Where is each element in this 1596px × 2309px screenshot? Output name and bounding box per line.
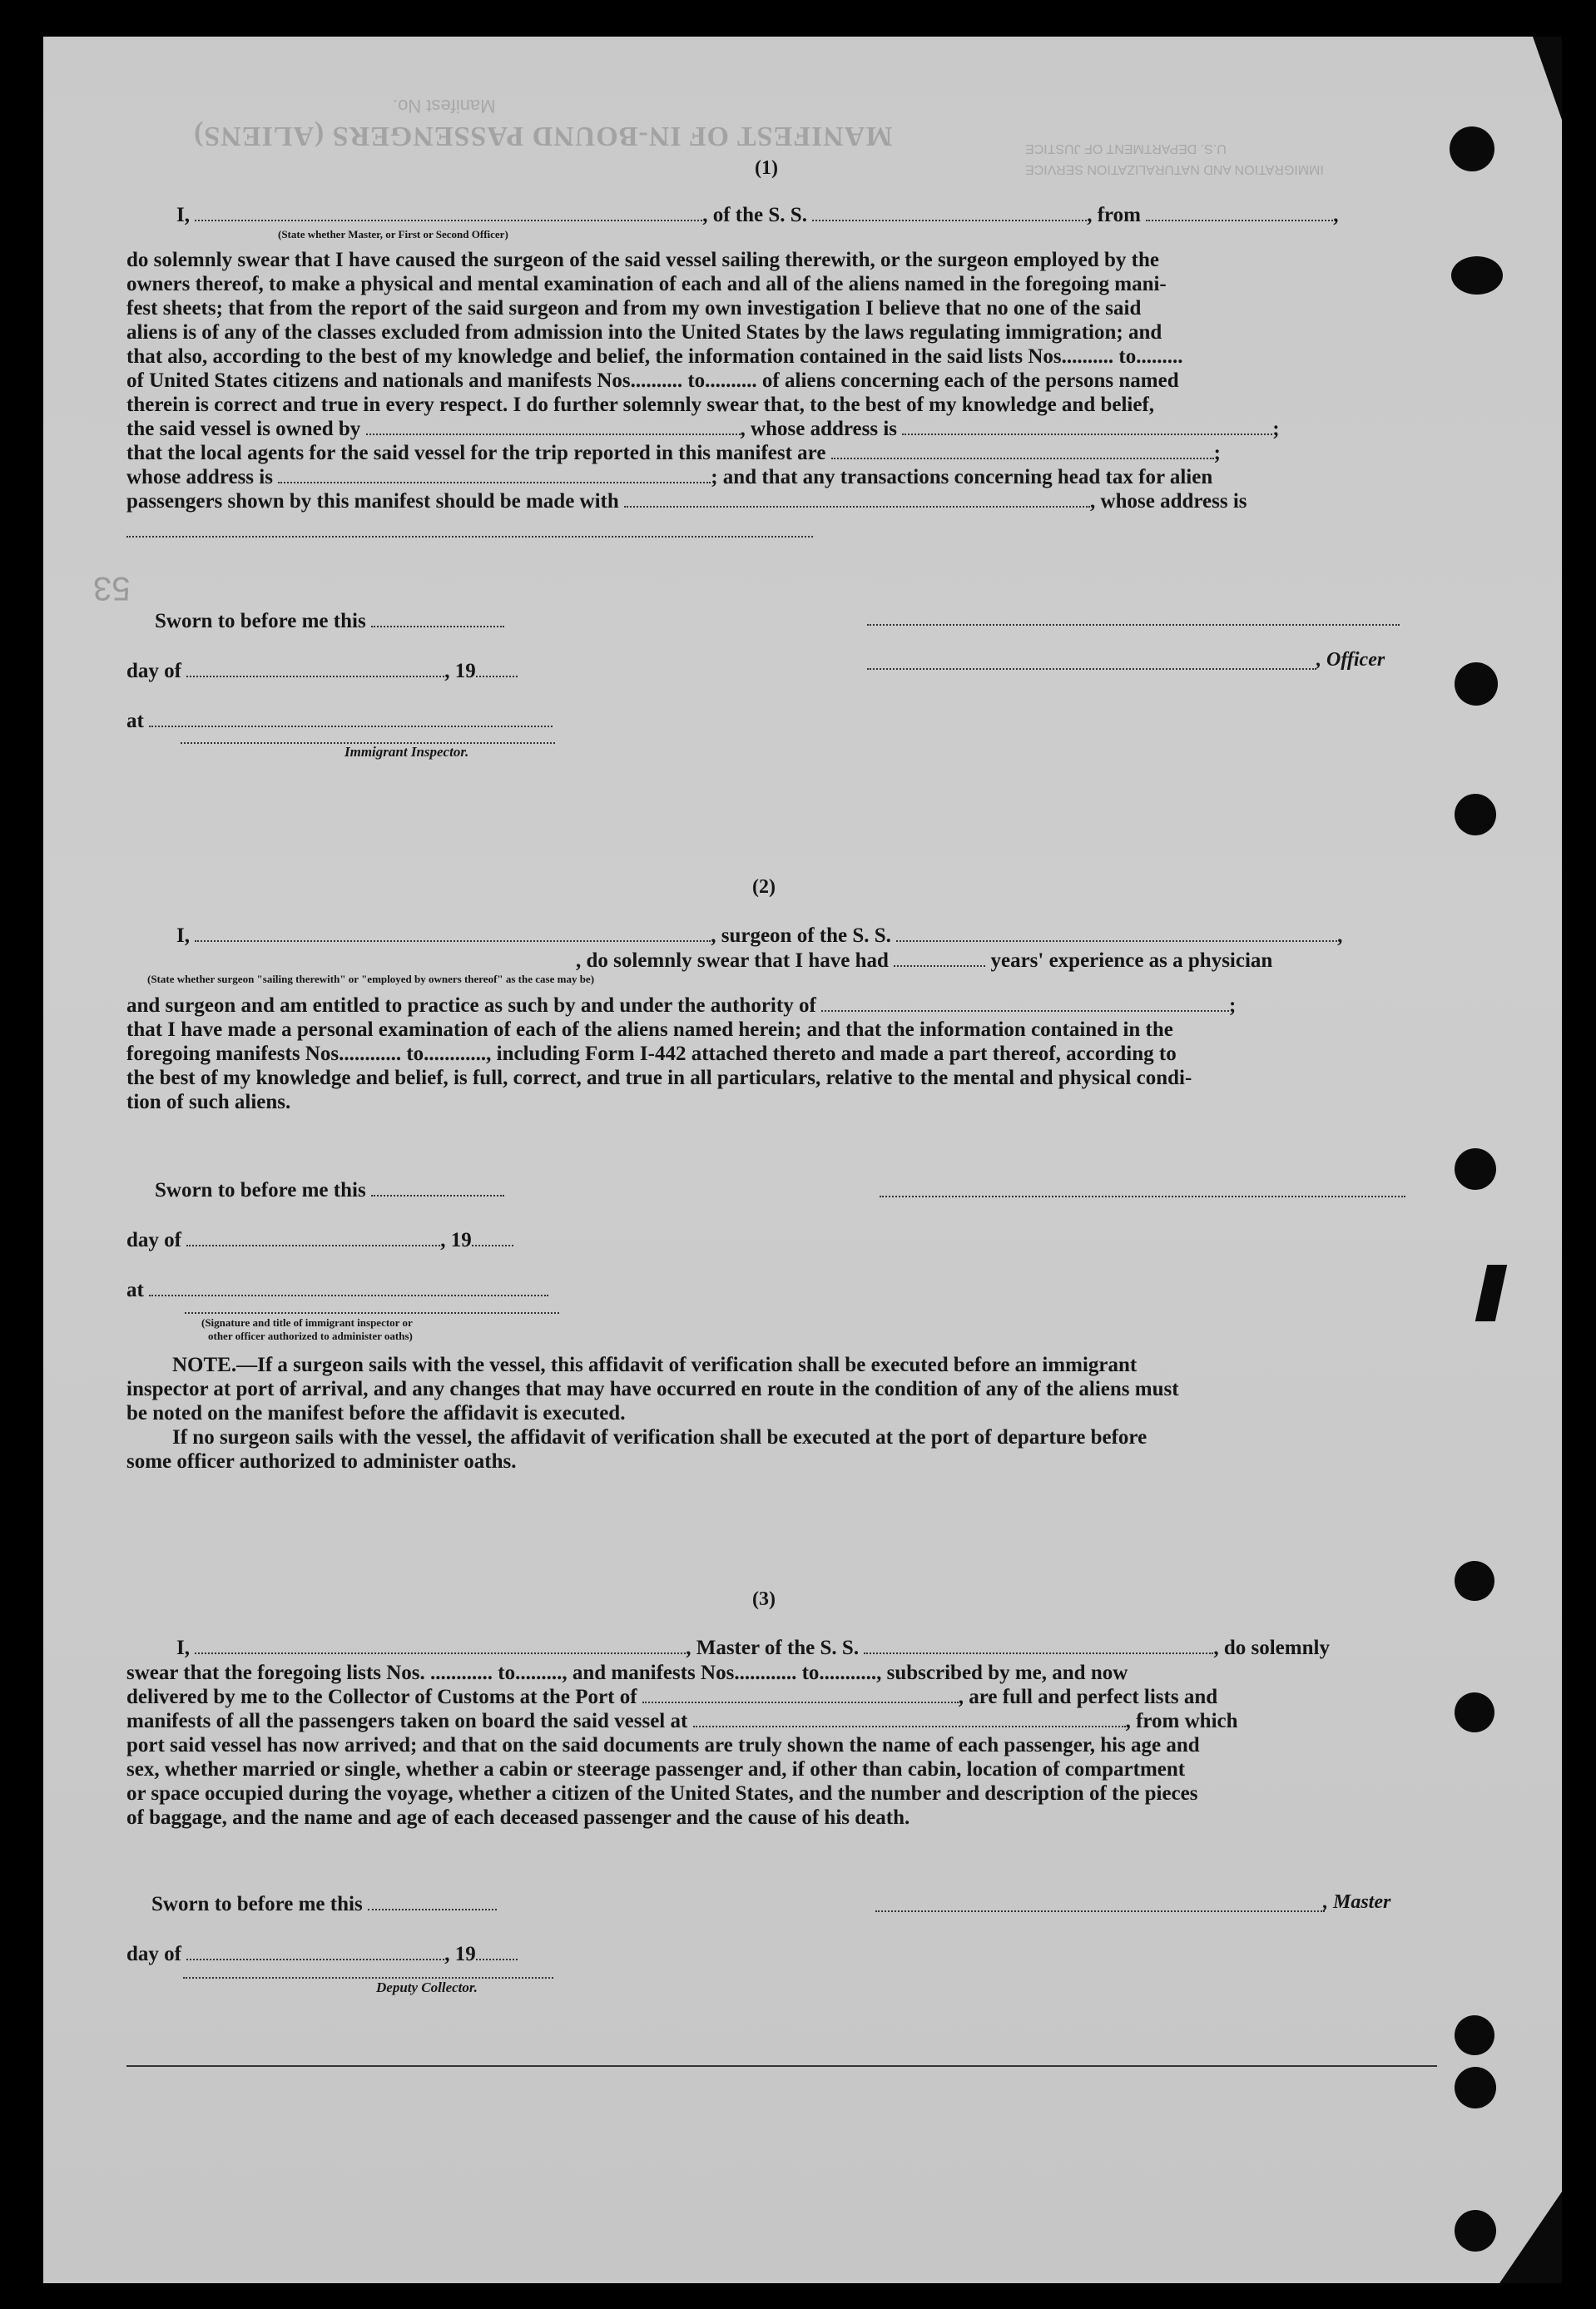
s3-line4 [126, 1709, 1456, 1733]
s1-day-label: day of [126, 660, 181, 682]
s2-swear-label: , do solemnly swear that I have had [576, 949, 889, 972]
s2-note-title: NOTE. [172, 1354, 237, 1376]
s1-vessel-field[interactable] [812, 208, 1087, 221]
s1-para-line: owners thereof, to make a physical and mental examination of each and all of the aliens named in the foregoing mani- [126, 273, 1167, 295]
s3-master-sig-line[interactable] [875, 1910, 1325, 1912]
s1-passengers-label: passengers shown by this manifest should be made with [126, 490, 619, 513]
bleed-top-right-2: IMMIGRATION AND NATURALIZATION SERVICE [1025, 162, 1324, 176]
s2-surgeon-of-label: , surgeon of the S. S. [711, 924, 891, 947]
s2-i-label: I, [176, 924, 190, 947]
s2-day-label: day of [126, 1229, 181, 1251]
s2-para-line: the best of my knowledge and belief, is full, correct, and true in all particulars, relative to the mental and physical condi- [126, 1067, 1192, 1089]
s2-inspector-sig-line[interactable] [185, 1312, 559, 1314]
s2-vessel-field[interactable] [896, 929, 1337, 942]
s2-note: (State whether surgeon "sailing therewith" or "employed by owners thereof" as the case may be) [147, 973, 595, 985]
s1-officer-label: , Officer [1316, 649, 1385, 671]
bleed-side-number: 53 [93, 570, 131, 607]
s3-port-label: delivered by me to the Collector of Customs at the Port of [126, 1686, 637, 1708]
s1-owner-address-label: , whose address is [740, 418, 898, 440]
s1-address2-label: whose address is [126, 466, 273, 488]
s1-inspector-label: Immigrant Inspector. [344, 744, 469, 760]
punch-hole [1455, 2210, 1496, 2252]
s3-line2: swear that the foregoing lists Nos. ............ to........., and manifests Nos............ to..........., subscribed by me, and now [126, 1662, 1128, 1684]
s3-do-solemnly-label: , do solemnly [1213, 1637, 1330, 1659]
s1-address3-field[interactable] [126, 536, 813, 538]
s1-address2-line [126, 465, 1456, 489]
s3-line3 [126, 1685, 1456, 1709]
s2-at-label: at [126, 1279, 144, 1301]
s2-sig-note-1: (Signature and title of immigrant inspector or [201, 1316, 413, 1329]
s1-at-line [126, 709, 553, 733]
s3-from-which-label: , from which [1125, 1710, 1238, 1732]
s2-paragraph [126, 993, 1456, 1114]
s3-vessel-field[interactable] [864, 1641, 1213, 1654]
s3-day-line [126, 1942, 518, 1966]
bleed-heading: MANIFEST OF IN-BOUND PASSENGERS (ALIENS) [193, 121, 893, 151]
s1-para-line: aliens is of any of the classes excluded from admission into the United States by the laws regulating immigration; and [126, 321, 1162, 344]
s1-agents-label: that the local agents for the said vessel for the trip reported in this manifest are [126, 442, 826, 464]
s1-officer-sig-line-1[interactable] [867, 624, 1400, 626]
s2-para-line: tion of such aliens. [126, 1091, 291, 1113]
s3-port-field[interactable] [642, 1690, 959, 1703]
s2-surgeon-name-field[interactable] [195, 929, 711, 942]
s2-sig-note-2: other officer authorized to administer oaths) [208, 1330, 413, 1342]
section2-number: (2) [752, 876, 776, 898]
s3-master-label: , Master [1323, 1891, 1391, 1913]
s3-collector-sig-line[interactable] [183, 1977, 553, 1979]
s1-year-label: , 19 [444, 660, 476, 682]
s1-owner-field[interactable] [366, 422, 741, 435]
s2-at-line [126, 1278, 548, 1302]
s2-line2 [576, 949, 1272, 973]
s2-day-line [126, 1228, 513, 1252]
s2-authority-field[interactable] [821, 998, 1229, 1012]
s1-day-field[interactable] [186, 664, 444, 677]
bleed-manifest-no: Manifest No. [393, 96, 496, 116]
s3-sworn-label: Sworn to before me this [151, 1893, 363, 1915]
s3-line1 [176, 1636, 1458, 1660]
s1-agents-line: that the local agents for the said vessel for the trip reported in this manifest are ; [126, 442, 1221, 464]
s1-owned-label: the said vessel is owned by [126, 418, 361, 440]
s1-para-line: do solemnly swear that I have caused the surgeon of the said vessel sailing therewith, or the surgeon employed by the [126, 249, 1159, 271]
s3-year-field[interactable] [476, 1947, 518, 1960]
s3-taken-field[interactable] [693, 1714, 1126, 1727]
edge-tear [1475, 1265, 1507, 1321]
s1-of-ss-label: , of the S. S. [702, 204, 807, 226]
s1-headtax-field[interactable] [624, 494, 1090, 508]
s3-day-field[interactable] [186, 1947, 444, 1960]
punch-hole [1455, 2067, 1496, 2108]
s3-para-line: port said vessel has now arrived; and that on the said documents are truly shown the name of each passenger, his age and [126, 1734, 1200, 1757]
s1-at-field[interactable] [149, 714, 553, 727]
s1-owner-address-field[interactable] [902, 422, 1272, 435]
s3-collector-label: Deputy Collector. [376, 1979, 478, 1995]
s2-note2-line: some officer authorized to administer oaths. [126, 1450, 517, 1473]
s2-day-field[interactable] [186, 1233, 440, 1246]
s1-line1-note: (State whether Master, or First or Second Officer) [278, 228, 508, 240]
s3-para-line: sex, whether married or single, whether a cabin or steerage passenger and, if other than cabin, location of compartment [126, 1758, 1186, 1781]
s1-from-field[interactable] [1146, 208, 1333, 221]
s1-agents-field[interactable] [831, 446, 1214, 459]
s2-note-block [126, 1353, 1456, 1474]
s1-paragraph [126, 248, 1456, 513]
s2-year-field[interactable] [472, 1233, 513, 1246]
bottom-rule [126, 2065, 1437, 2067]
s3-sworn-field[interactable] [368, 1897, 497, 1910]
s1-at-label: at [126, 710, 144, 732]
s1-owned-line: the said vessel is owned by , whose address is ; [126, 418, 1280, 440]
punch-hole [1455, 662, 1498, 706]
s2-note-line-1 [126, 1353, 1456, 1377]
s1-sworn-field[interactable] [371, 614, 504, 627]
punch-hole [1450, 126, 1494, 171]
punch-hole [1455, 794, 1496, 835]
s1-line1: I, , of the S. S. , from , [176, 204, 1339, 226]
s3-taken-label: manifests of all the passengers taken on board the said vessel at [126, 1710, 688, 1732]
s1-para-line: therein is correct and true in every respect. I do further solemnly swear that, to the best of my knowledge and belief, [126, 394, 1155, 416]
s1-para-line: that also, according to the best of my knowledge and belief, the information contained in the said lists Nos.......... to......... [126, 345, 1183, 368]
section1-number: (1) [755, 157, 778, 179]
s1-from-label: , from [1087, 204, 1141, 226]
s3-para-line: of baggage, and the name and age of each deceased passenger and the cause of his death. [126, 1806, 910, 1829]
s1-agents-address-field[interactable] [278, 470, 711, 483]
s3-i-label: I, [176, 1637, 190, 1659]
s2-note-line: inspector at port of arrival, and any changes that may have occurred en route in the condition of any of the aliens must [126, 1378, 1179, 1400]
punch-hole [1455, 1148, 1496, 1190]
s1-address3-label: , whose address is [1090, 490, 1247, 513]
s2-line1: I, , surgeon of the S. S. , [176, 924, 1343, 947]
s2-at-field[interactable] [149, 1283, 548, 1296]
s2-note-text-0: —If a surgeon sails with the vessel, this affidavit of verification shall be executed before an immigrant [236, 1354, 1138, 1376]
s2-year-label: , 19 [440, 1229, 472, 1251]
s1-passengers-line [126, 489, 1456, 513]
s1-officer-sig-line-2[interactable] [867, 668, 1316, 670]
s2-para-line: foregoing manifests Nos............ to............, including Form I-442 attached thereto and made a part thereof, according to [126, 1043, 1177, 1065]
punch-hole [1455, 2015, 1494, 2055]
s2-years-label: years' experience as a physician [990, 949, 1273, 972]
section3-number: (3) [752, 1588, 776, 1610]
s3-para-line: or space occupied during the voyage, whether a citizen of the United States, and the number and description of the pieces [126, 1782, 1198, 1805]
s2-para-line: that I have made a personal examination of each of the aliens named herein; and that the information contained in the [126, 1018, 1173, 1041]
s3-sworn-line [151, 1892, 497, 1916]
s1-year-field[interactable] [476, 664, 518, 677]
s1-transactions-text: ; and that any transactions concerning head tax for alien [711, 466, 1213, 488]
s2-authority-line: and surgeon and am entitled to practice as such by and under the authority of ; [126, 994, 1237, 1017]
punch-hole [1455, 1692, 1494, 1732]
s2-note2-line: If no surgeon sails with the vessel, the affidavit of verification shall be executed at the port of departure before [172, 1426, 1147, 1449]
s3-master-of-label: , Master of the S. S. [686, 1637, 860, 1659]
edge-tear [1499, 2192, 1562, 2283]
s1-para-line: fest sheets; that from the report of the said surgeon and from my own investigation I believe that no one of the said [126, 297, 1142, 320]
s3-year-label: , 19 [444, 1943, 476, 1965]
s3-day-label: day of [126, 1943, 181, 1965]
manifest-page [43, 37, 1562, 2283]
s1-sworn-label: Sworn to before me this [155, 610, 366, 632]
s2-sworn-line [155, 1178, 504, 1202]
punch-hole [1455, 1561, 1494, 1601]
s3-full-lists-label: , are full and perfect lists and [958, 1686, 1218, 1708]
s3-paragraph [126, 1661, 1456, 1830]
edge-tear [1533, 37, 1562, 120]
s2-authority-label: and surgeon and am entitled to practice as such by and under the authority of [126, 994, 816, 1017]
s1-officer-field[interactable] [195, 208, 702, 221]
s1-i-label: I, [176, 204, 190, 226]
s2-years-field[interactable] [894, 954, 985, 967]
bleed-top-right-1: U.S. DEPARTMENT OF JUSTICE [1025, 141, 1227, 156]
s2-sworn-label: Sworn to before me this [155, 1179, 366, 1202]
s3-master-name-field[interactable] [195, 1641, 686, 1654]
s1-sworn-line [155, 609, 504, 633]
s2-sworn-field[interactable] [371, 1183, 504, 1197]
s1-day-line [126, 659, 518, 683]
s2-surgeon-sig-line[interactable] [880, 1196, 1405, 1197]
punch-hole [1451, 256, 1503, 295]
s2-note-line: be noted on the manifest before the affidavit is executed. [126, 1402, 626, 1425]
s1-para-line: of United States citizens and nationals and manifests Nos.......... to.......... of aliens concerning each of the persons named [126, 369, 1179, 392]
